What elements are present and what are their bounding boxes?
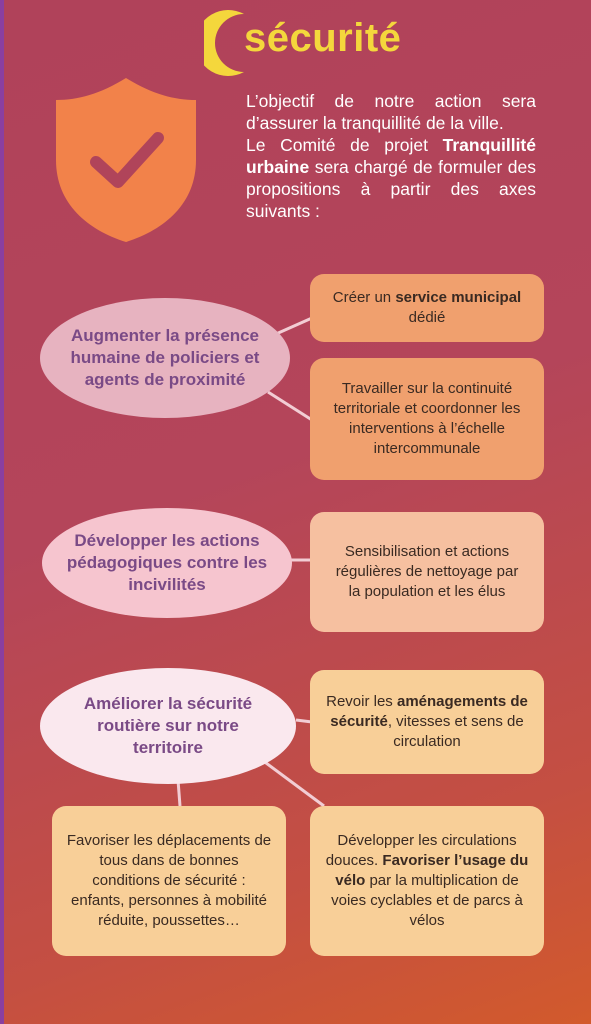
action-text: Travailler sur la continuité territoriale et coordonner les interventions à l’échelle intercommunale [333, 380, 521, 457]
action-text-post: dédié [408, 309, 446, 326]
action-text-bold: service municipal [395, 289, 522, 306]
intro-committee-name: Tranquillité urbaine [246, 135, 536, 177]
action-box-territorial-continuity [310, 358, 544, 480]
intro-paragraph-2 [246, 134, 536, 222]
axis-label: Améliorer la sécurité routière sur notre territoire [83, 694, 253, 757]
shield-check-icon [54, 76, 198, 244]
action-text [316, 831, 538, 931]
action-text-post: , vitesses et sens de circulation [387, 713, 524, 750]
action-box-municipal-service [310, 274, 544, 342]
page-title: sécurité [244, 16, 402, 60]
intro-text [246, 90, 536, 222]
action-text: Sensibilisation et actions régulières de nettoyage par la population et les élus [335, 543, 519, 600]
axis-label: Développer les actions pédagogiques contre les incivilités [66, 531, 268, 594]
action-text-bold: aménagements de sécurité [330, 693, 528, 730]
axis-label: Augmenter la présence humaine de policiers et agents de proximité [70, 326, 260, 389]
axis-oval-presence [40, 298, 290, 418]
action-text: Favoriser les déplacements de tous dans de bonnes conditions de sécurité : enfants, personnes à mobilité réduite, poussettes… [66, 832, 272, 929]
action-text-pre: Développer les circulations douces. [325, 832, 517, 869]
action-box-safety-installations [310, 670, 544, 774]
connector-axis1-action1 [276, 318, 312, 334]
connector-axis3-action5 [178, 780, 180, 806]
intro-paragraph-1: L’objectif de notre action sera d’assurer la tranquillité de la ville. [246, 91, 536, 133]
intro-text-post: sera chargé de formuler des propositions à partir des axes suivants : [246, 157, 536, 221]
action-text [318, 692, 536, 752]
intro-text-pre: Le Comité de projet [246, 135, 443, 155]
action-text-pre: Revoir les [326, 693, 397, 710]
axis-oval-pedagogy [42, 508, 292, 618]
action-text [318, 288, 536, 328]
action-text-bold: Favoriser l’usage du vélo [335, 852, 529, 889]
axis-oval-road-safety [40, 668, 296, 784]
action-box-safe-travel [52, 806, 286, 956]
action-box-awareness-cleaning [310, 512, 544, 632]
action-box-cycling [310, 806, 544, 956]
action-text-post: par la multiplication de voies cyclables et de parcs à vélos [331, 872, 523, 929]
action-text-pre: Créer un [332, 289, 396, 306]
connector-axis1-action2 [268, 392, 312, 420]
